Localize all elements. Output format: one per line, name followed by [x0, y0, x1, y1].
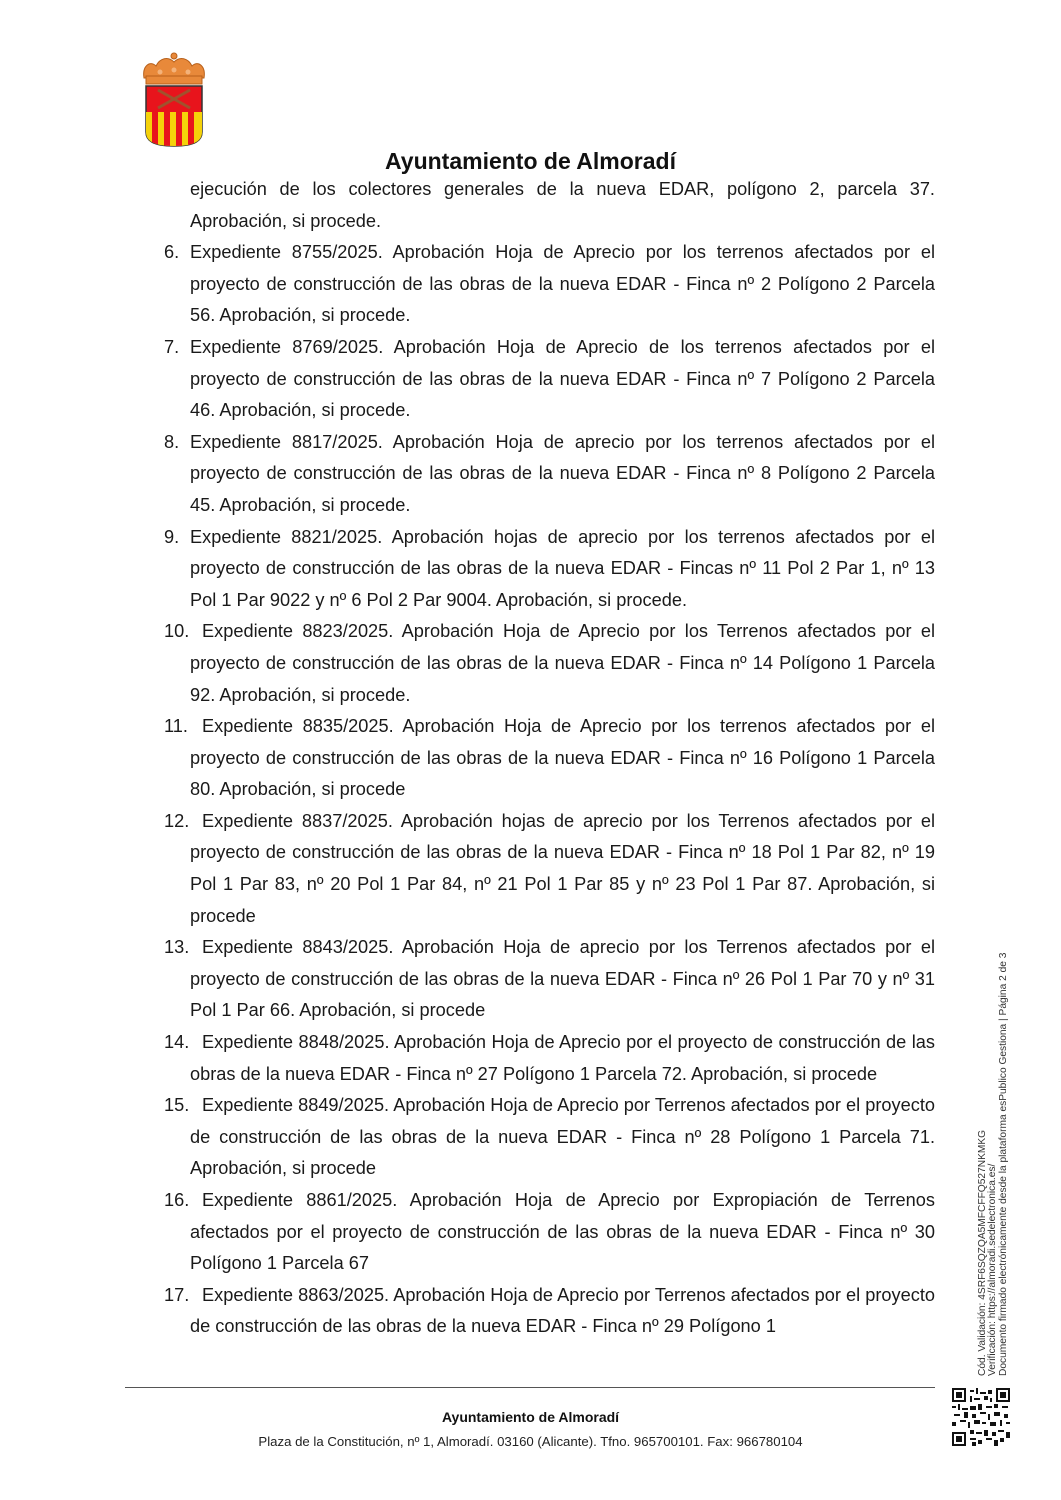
header-title: Ayuntamiento de Almoradí [385, 148, 676, 174]
footer-divider [125, 1387, 935, 1388]
agenda-item-number: 10. [164, 621, 190, 642]
footer-title: Ayuntamiento de Almoradí [441, 1409, 620, 1425]
verification-url[interactable]: Verificación: https://almoradi.sedelectronica.es/ [987, 1163, 999, 1376]
agenda-item [160, 332, 935, 427]
validation-code: Cód. Validación: 4SRF6SQZQA5MFCFFQ527NKMKG [977, 1129, 988, 1376]
agenda-item-text: Expediente 8843/2025. Aprobación Hoja de aprecio por los Terrenos afectados por el proyecto de construcción de las obras de la nueva EDAR - Finca nº 26 Pol 1 Par 70 y nº 31 Pol 1 Par 66. Aprobación, si procede [190, 937, 935, 1021]
agenda-item [160, 427, 935, 522]
agenda-item-text: Expediente 8837/2025. Aprobación hojas de aprecio por los Terrenos afectados por el proyecto de construcción de las obras de la nueva EDAR - Finca nº 18 Pol 1 Par 82, nº 19 Pol 1 Par 83, nº 20 Pol 1 Par 84, nº 21 Pol 1 Par 85 y nº 23 Pol 1 Par 87. Aprobación, si procede [190, 810, 935, 926]
footer-address: Plaza de la Constitución, nº 1, Almoradí. 03160 (Alicante). Tfno. 965700101. Fax: 966780104 [258, 1434, 803, 1449]
validation-sidebar [978, 953, 1009, 1376]
agenda-item-number: 15. [164, 1095, 190, 1116]
document-body [160, 174, 935, 1343]
continuation-paragraph: ejecución de los colectores generales de la nueva EDAR, polígono 2, parcela 37. Aprobación, si procede. [190, 179, 935, 231]
agenda-item [160, 932, 935, 1027]
agenda-item-number: 13. [164, 937, 190, 958]
agenda-item-number: 12. [164, 810, 190, 831]
agenda-item-text: Expediente 8848/2025. Aprobación Hoja de Aprecio por el proyecto de construcción de las obras de la nueva EDAR - Finca nº 27 Polígono 1 Parcela 72. Aprobación, si procede [190, 1032, 935, 1084]
signature-note: Documento firmado electrónicamente desde la plataforma esPublico Gestiona | Página 2 de 3 [997, 952, 1009, 1376]
agenda-item [160, 1090, 935, 1185]
agenda-item-number: 17. [164, 1284, 190, 1305]
agenda-item [160, 1185, 935, 1280]
agenda-item-text: Expediente 8823/2025. Aprobación Hoja de Aprecio por los Terrenos afectados por el proyecto de construcción de las obras de la nueva EDAR - Finca nº 14 Polígono 1 Parcela 92. Aprobación, si procede. [190, 621, 935, 705]
agenda-item [160, 616, 935, 711]
agenda-item-text: Expediente 8769/2025. Aprobación Hoja de Aprecio de los terrenos afectados por el proyecto de construcción de las obras de la nueva EDAR - Finca nº 7 Polígono 2 Parcela 46. Aprobación, si procede. [190, 336, 935, 421]
agenda-item-number: 9. [164, 526, 180, 547]
agenda-item [160, 237, 935, 332]
agenda-item-text: Expediente 8861/2025. Aprobación Hoja de Aprecio por Expropiación de Terrenos afectados por el proyecto de construcción de las obras de la nueva EDAR - Finca nº 30 Polígono 1 Parcela 67 [190, 1190, 935, 1274]
agenda-item-text: Expediente 8817/2025. Aprobación Hoja de aprecio por los terrenos afectados por el proyecto de construcción de las obras de la nueva EDAR - Finca nº 8 Polígono 2 Parcela 45. Aprobación, si procede. [190, 431, 935, 515]
agenda-item-number: 8. [164, 431, 180, 452]
agenda-item-number: 11. [164, 716, 188, 737]
agenda-item-number: 6. [164, 242, 180, 263]
agenda-item-number: 14. [164, 1032, 190, 1053]
shield-icon [146, 86, 202, 148]
qr-code-icon [951, 1388, 1011, 1446]
crown-icon [144, 53, 205, 84]
agenda-item-text: Expediente 8849/2025. Aprobación Hoja de Aprecio por Terrenos afectados por el proyecto de construcción de las obras de la nueva EDAR - Finca nº 28 Polígono 1 Parcela 71. Aprobación, si procede [190, 1095, 935, 1179]
agenda-item-text: Expediente 8863/2025. Aprobación Hoja de Aprecio por Terrenos afectados por el proyecto de construcción de las obras de la nueva EDAR - Finca nº 29 Polígono 1 [190, 1284, 935, 1337]
agenda-item [160, 1280, 935, 1343]
agenda-item [160, 522, 935, 617]
agenda-item-number: 7. [164, 336, 180, 357]
agenda-item-text: Expediente 8821/2025. Aprobación hojas de aprecio por los terrenos afectados por el proyecto de construcción de las obras de la nueva EDAR - Fincas nº 11 Pol 2 Par 1, nº 13 Pol 1 Par 9022 y nº 6 Pol 2 Par 9004. Aprobación, si procede. [190, 526, 935, 610]
agenda-item [160, 806, 935, 932]
municipal-crest-logo [140, 52, 208, 148]
agenda-item-number: 16. [164, 1190, 190, 1210]
agenda-item [160, 711, 935, 806]
agenda-item-text: Expediente 8755/2025. Aprobación Hoja de Aprecio por los terrenos afectados por el proyecto de construcción de las obras de la nueva EDAR - Finca nº 2 Polígono 2 Parcela 56. Aprobación, si procede. [190, 242, 935, 326]
agenda-item-text: Expediente 8835/2025. Aprobación Hoja de Aprecio por los terrenos afectados por el proyecto de construcción de las obras de la nueva EDAR - Finca nº 16 Polígono 1 Parcela 80. Aprobación, si procede [190, 716, 935, 800]
agenda-list [160, 237, 935, 1343]
agenda-item [160, 1027, 935, 1090]
